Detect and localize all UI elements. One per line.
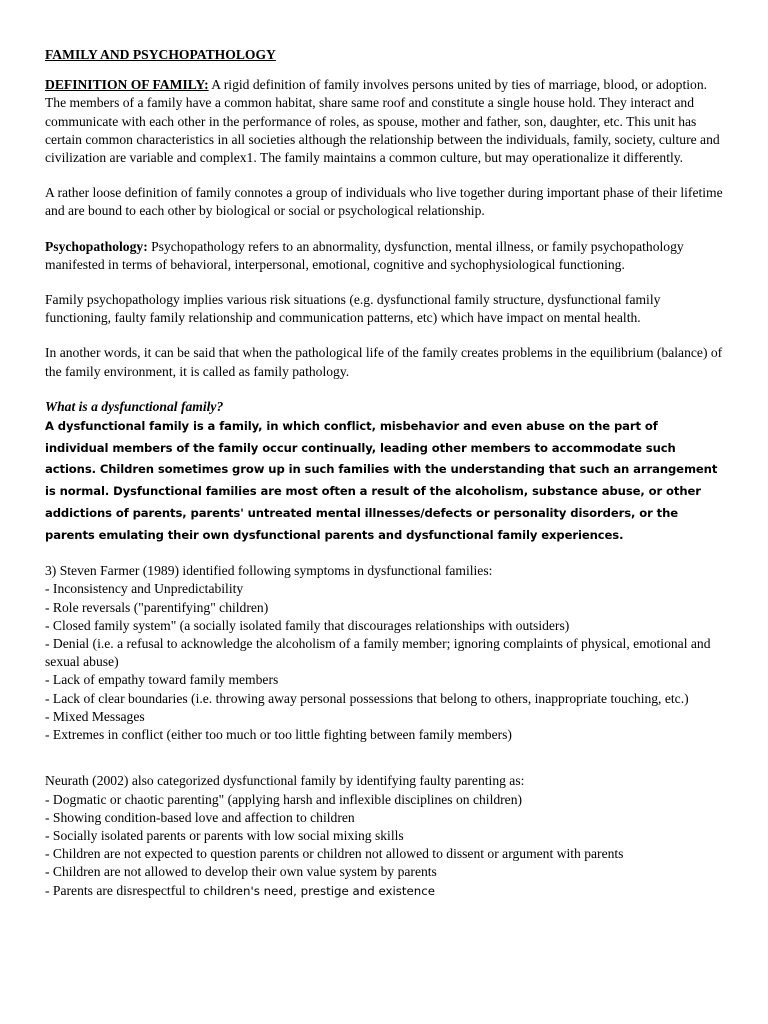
list-item: - Lack of empathy toward family members xyxy=(45,672,279,688)
list-item: - Denial (i.e. a refusal to acknowledge the alcoholism of a family member; ignoring complaints of physical, emotional and sexual abuse) xyxy=(45,636,711,670)
family-psychopathology-paragraph: Family psychopathology implies various risk situations (e.g. dysfunctional family structure, dysfunctional family functioning, faulty family relationship and communication patterns, etc) which have impact on mental health. xyxy=(45,292,661,326)
list-item: - Socially isolated parents or parents with low social mixing skills xyxy=(45,827,404,843)
list-item: - Mixed Messages xyxy=(45,708,145,724)
definition-term: DEFINITION OF FAMILY: xyxy=(45,77,209,93)
psychopathology-term: Psychopathology: xyxy=(45,238,148,254)
neurath-parenting-list xyxy=(45,772,725,899)
dysfunctional-family-answer: A dysfunctional family is a family, in which conflict, misbehavior and even abuse on the part of individual members of the family occur continually, leading other members to accommodate such actions. Children sometimes grow up in such families with the understanding that such an arrangement is normal. Dysfunctional families are most often a result of the alcoholism, substance abuse, or other addictions of parents, parents' untreated mental illnesses/defects or personality disorders, or the parents emulating their own dysfunctional parents and dysfunctional family experiences. xyxy=(45,419,718,542)
list-item: - Children are not expected to question parents or children not allowed to dissent or argument with parents xyxy=(45,846,624,862)
farmer-intro: 3) Steven Farmer (1989) identified following symptoms in dysfunctional families: xyxy=(45,563,493,579)
list-item xyxy=(45,882,725,900)
farmer-symptoms-list xyxy=(45,562,725,744)
list-item: - Inconsistency and Unpredictability xyxy=(45,581,244,597)
psychopathology-paragraph xyxy=(45,238,725,274)
definition-paragraph xyxy=(45,76,725,167)
document-title: FAMILY AND PSYCHOPATHOLOGY xyxy=(45,47,276,62)
list-item: - Showing condition-based love and affection to children xyxy=(45,809,355,825)
section-spacer xyxy=(45,744,725,772)
list-item: - Children are not allowed to develop their own value system by parents xyxy=(45,864,437,880)
another-words-paragraph: In another words, it can be said that when the pathological life of the family creates problems in the equilibrium (balance) of the family environment, it is called as family pathology. xyxy=(45,345,723,379)
dysfunctional-family-heading: What is a dysfunctional family? xyxy=(45,398,224,414)
list-item: - Dogmatic or chaotic parenting" (applying harsh and inflexible disciplines on children) xyxy=(45,791,523,807)
document-page xyxy=(45,46,725,900)
loose-definition-paragraph: A rather loose definition of family connotes a group of individuals who live together during important phase of their lifetime and are bound to each other by biological or social or psychological relationship. xyxy=(45,185,723,219)
list-item: - Role reversals ("parentifying" children) xyxy=(45,599,269,615)
definition-text: A rigid definition of family involves persons united by ties of marriage, blood, or adoption. The members of a family have a common habitat, share same roof and constitute a single house hold. They interact and communicate with each other in the performance of roles, as spouse, mother and father, son, daughter, etc. This unit has certain common characteristics in all societies although the relationship between the individuals, family, society, culture and civilization are variable and complex1. The family maintains a common culture, but may operationalize it differently. xyxy=(45,77,720,166)
list-item: - Closed family system" (a socially isolated family that discourages relationships with outsiders) xyxy=(45,617,570,633)
last-item-start: - Parents are disrespectful to xyxy=(45,882,204,898)
neurath-intro: Neurath (2002) also categorized dysfunctional family by identifying faulty parenting as: xyxy=(45,773,525,789)
psychopathology-text: Psychopathology refers to an abnormality, dysfunction, mental illness, or family psychopathology manifested in terms of behavioral, interpersonal, emotional, cognitive and sychophysiological functioning. xyxy=(45,238,684,272)
list-item: - Extremes in conflict (either too much or too little fighting between family members) xyxy=(45,727,512,743)
last-item-end: children's need, prestige and existence xyxy=(203,883,436,898)
list-item: - Lack of clear boundaries (i.e. throwing away personal possessions that belong to others, inappropriate touching, etc.) xyxy=(45,690,689,706)
